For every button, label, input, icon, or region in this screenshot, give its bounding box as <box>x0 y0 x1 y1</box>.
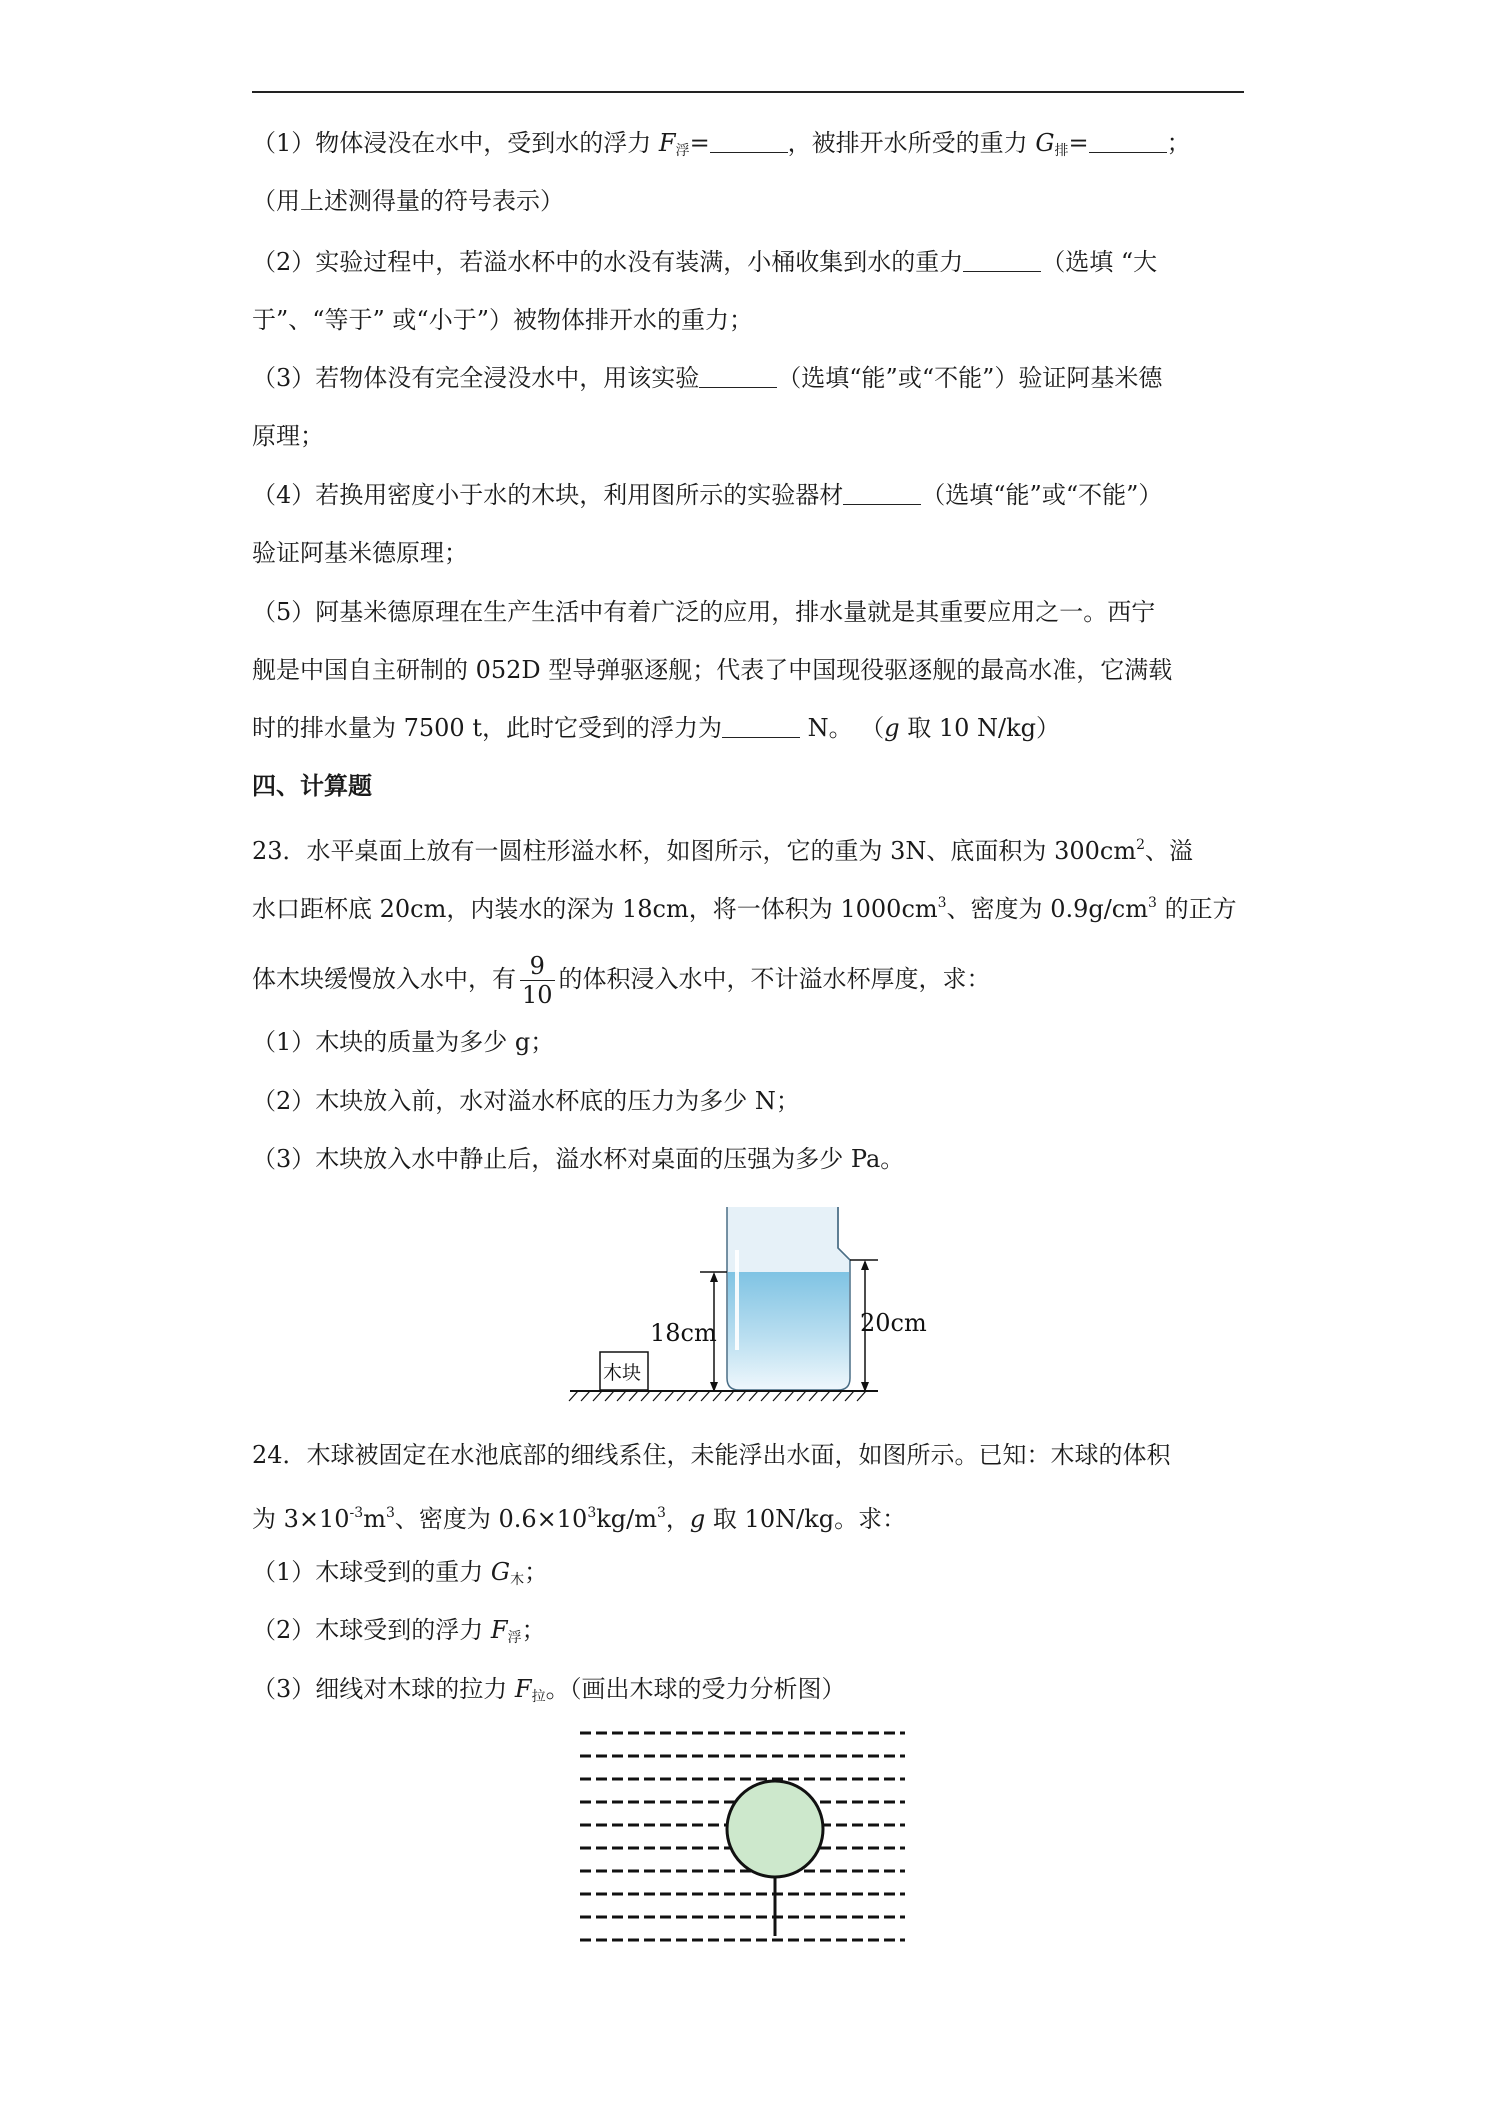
hatch-mark <box>617 1391 626 1401</box>
q23-line1: 23．水平桌面上放有一圆柱形溢水杯，如图所示，它的重为 3N、底面积为 $300cm^2$、溢 <box>252 837 1193 865</box>
q22-part2: （2）实验过程中，若溢水杯中的水没有装满，小桶收集到水的重力 （选填 “大 <box>252 248 1158 276</box>
q22-part5-line1: （5）阿基米德原理在生产生活中有着广泛的应用，排水量就是其重要应用之一。西宁 <box>252 598 1156 626</box>
hatch-mark <box>821 1391 830 1401</box>
label-18cm: 18cm <box>650 1319 717 1347</box>
q22-part1: （1）物体浸没在水中，受到水的浮力 $F_浮=$ ，被排开水所受的重力 $G_排=$ ； <box>252 129 1191 159</box>
q23-line3: 体木块缓慢放入水中，有 $\frac{9}{10}$ 的体积浸入水中，不计溢水杯厚度，求： <box>252 952 991 1009</box>
q24-sub3: （3）细线对木球的拉力 $F_拉$。（画出木球的受力分析图） <box>252 1675 846 1705</box>
hatch-mark <box>605 1391 614 1401</box>
wood-ball-figure <box>570 1720 920 1950</box>
q24-line2: 为 $3\times 10^{-3}m^3$、密度为 $0.6\times 10^3kg/m^3$，g 取 10N/kg。求： <box>252 1505 907 1533</box>
answer-blank[interactable] <box>710 130 788 153</box>
q22-part5-line2: 舰是中国自主研制的 052D 型导弹驱逐舰；代表了中国现役驱逐舰的最高水准，它满载 <box>252 656 1173 684</box>
q22-part1-note: （用上述测得量的符号表示） <box>252 187 564 215</box>
q23-line2: 水口距杯底 20cm，内装水的深为 18cm，将一体积为 $1000cm^3$、密度为 $0.9g/cm^3$ 的正方 <box>252 895 1237 923</box>
q22-part3: （3）若物体没有完全浸没水中，用该实验 （选填“能”或“不能”）验证阿基米德 <box>252 364 1163 392</box>
answer-blank[interactable] <box>963 249 1041 272</box>
hatch-mark <box>677 1391 686 1401</box>
hatch-mark <box>797 1391 806 1401</box>
q24-sub2: （2）木球受到的浮力 $F_浮$； <box>252 1616 546 1646</box>
answer-blank[interactable] <box>699 365 777 388</box>
fraction: $\frac{9}{10}$ <box>522 952 553 1009</box>
wood-ball <box>727 1781 823 1877</box>
hatch-mark <box>845 1391 854 1401</box>
answer-blank[interactable] <box>722 715 800 738</box>
q22-part5-line3: 时的排水量为 7500 t，此时它受到的浮力为 N。 （g 取 10 N/kg） <box>252 714 1061 742</box>
ground-hatching <box>569 1391 866 1401</box>
q22-part4: （4）若换用密度小于水的木块，利用图所示的实验器材 （选填“能”或“不能”） <box>252 481 1163 509</box>
section-heading: 四、计算题 <box>252 771 372 800</box>
hatch-mark <box>785 1391 794 1401</box>
overflow-cup-figure <box>560 1200 927 1405</box>
q24-sub1: （1）木球受到的重力 $G_木$； <box>252 1558 549 1588</box>
hatch-mark <box>713 1391 722 1401</box>
q22-part3-cont: 原理； <box>252 422 324 450</box>
q23-sub1: （1）木块的质量为多少 g； <box>252 1028 555 1056</box>
hatch-mark <box>641 1391 650 1401</box>
answer-blank[interactable] <box>1089 130 1167 153</box>
hatch-mark <box>737 1391 746 1401</box>
hatch-mark <box>629 1391 638 1401</box>
q23-sub2: （2）木块放入前，水对溢水杯底的压力为多少 N； <box>252 1087 800 1115</box>
hatch-mark <box>857 1391 866 1401</box>
glass-glare <box>735 1250 739 1350</box>
header-rule <box>252 91 1244 93</box>
hatch-mark <box>701 1391 710 1401</box>
hatch-mark <box>833 1391 842 1401</box>
hatch-mark <box>725 1391 734 1401</box>
label-wood-block: 木块 <box>603 1362 642 1384</box>
hatch-mark <box>761 1391 770 1401</box>
hatch-mark <box>593 1391 602 1401</box>
hatch-mark <box>749 1391 758 1401</box>
label-20cm: 20cm <box>860 1309 927 1337</box>
hatch-mark <box>569 1391 578 1401</box>
q23-sub3: （3）木块放入水中静止后，溢水杯对桌面的压强为多少 Pa。 <box>252 1145 905 1173</box>
water-fill <box>728 1272 849 1389</box>
hatch-mark <box>665 1391 674 1401</box>
q22-part4-cont: 验证阿基米德原理； <box>252 539 468 567</box>
q24-line1: 24．木球被固定在水池底部的细线系住，未能浮出水面，如图所示。已知：木球的体积 <box>252 1441 1171 1469</box>
hatch-mark <box>653 1391 662 1401</box>
q22-part2-cont: 于”、“等于” 或“小于”）被物体排开水的重力； <box>252 306 753 334</box>
hatch-mark <box>809 1391 818 1401</box>
hatch-mark <box>689 1391 698 1401</box>
answer-blank[interactable] <box>843 482 921 505</box>
hatch-mark <box>581 1391 590 1401</box>
hatch-mark <box>773 1391 782 1401</box>
